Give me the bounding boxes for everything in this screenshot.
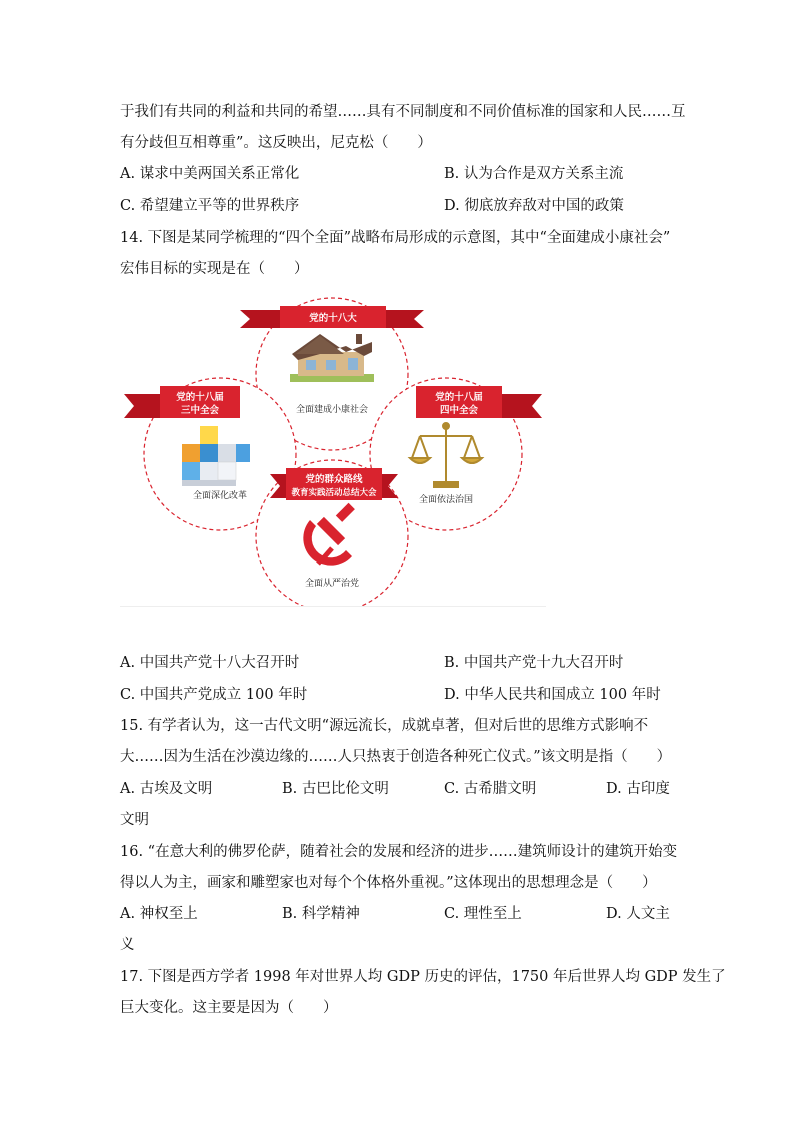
bottom-banner-text-2: 教育实践活动总结大会 (291, 488, 377, 498)
q14-option-a: A. 中国共产党十八大召开时 (120, 655, 300, 671)
q13-text-line-2: 有分歧但互相尊重”。这反映出，尼克松（ ） (120, 135, 432, 151)
q16-text-line-2: 得以人为主，画家和雕塑家也对每个个体格外重视。”这体现出的思想理念是（ ） (120, 875, 657, 891)
right-banner-text-1: 党的十八届 (435, 392, 483, 403)
q16-text-line-1: 16. “在意大利的佛罗伦萨，随着社会的发展和经济的进步……建筑师设计的建筑开始变 (120, 844, 678, 860)
left-banner-text-1: 党的十八届 (176, 392, 224, 403)
q15-option-d: D. 古印度 (606, 781, 670, 797)
bottom-label: 全面从严治党 (304, 579, 360, 589)
q16-option-d: D. 人文主 (606, 906, 670, 922)
q13-text-line-1: 于我们有共同的利益和共同的希望……具有不同制度和不同价值标准的国家和人民……互 (120, 104, 686, 120)
diagram-svg (120, 294, 546, 606)
bottom-banner-text-1: 党的群众路线 (305, 474, 363, 485)
four-comprehensives-diagram (120, 294, 546, 607)
q16-option-a: A. 神权至上 (120, 906, 198, 922)
q16-option-d-wrap: 义 (120, 937, 135, 953)
q13-option-d: D. 彻底放弃敌对中国的政策 (444, 198, 624, 214)
q13-option-a: A. 谋求中美两国关系正常化 (120, 166, 300, 182)
q14-option-b: B. 中国共产党十九大召开时 (444, 655, 624, 671)
q17-text-line-1: 17. 下图是西方学者 1998 年对世界人均 GDP 历史的评估，1750 年后世界人均 GDP 发生了 (120, 969, 726, 985)
q15-option-b: B. 古巴比伦文明 (282, 781, 389, 797)
q15-option-a: A. 古埃及文明 (120, 781, 213, 797)
q17-text-line-2: 巨大变化。这主要是因为（ ） (120, 1000, 338, 1016)
right-banner-tail (496, 394, 542, 418)
right-banner-text-2: 四中全会 (439, 405, 479, 416)
q14-option-c: C. 中国共产党成立 100 年时 (120, 687, 308, 703)
left-banner-text-2: 三中全会 (180, 405, 220, 416)
top-banner-text: 党的十八大 (309, 313, 357, 324)
q14-text-line-1: 14. 下图是某同学梳理的“四个全面”战略布局形成的示意图，其中“全面建成小康社会” (120, 230, 671, 246)
q15-text-line-2: 大……因为生活在沙漠边缘的……人只热衷于创造各种死亡仪式。”该文明是指（ ） (120, 749, 672, 765)
q15-text-line-1: 15. 有学者认为，这一古代文明“源远流长，成就卓著，但对后世的思维方式影响不 (120, 718, 649, 734)
top-label: 全面建成小康社会 (295, 405, 369, 415)
q16-option-c: C. 理性至上 (444, 906, 522, 922)
left-label: 全面深化改革 (192, 491, 248, 501)
q14-option-d: D. 中华人民共和国成立 100 年时 (444, 687, 661, 703)
right-label: 全面依法治国 (418, 495, 474, 505)
q13-option-b: B. 认为合作是双方关系主流 (444, 166, 624, 182)
q15-option-c: C. 古希腊文明 (444, 781, 537, 797)
q13-option-c: C. 希望建立平等的世界秩序 (120, 198, 300, 214)
q16-option-b: B. 科学精神 (282, 906, 360, 922)
q15-option-d-wrap: 文明 (120, 812, 149, 828)
q14-text-line-2: 宏伟目标的实现是在（ ） (120, 261, 309, 277)
